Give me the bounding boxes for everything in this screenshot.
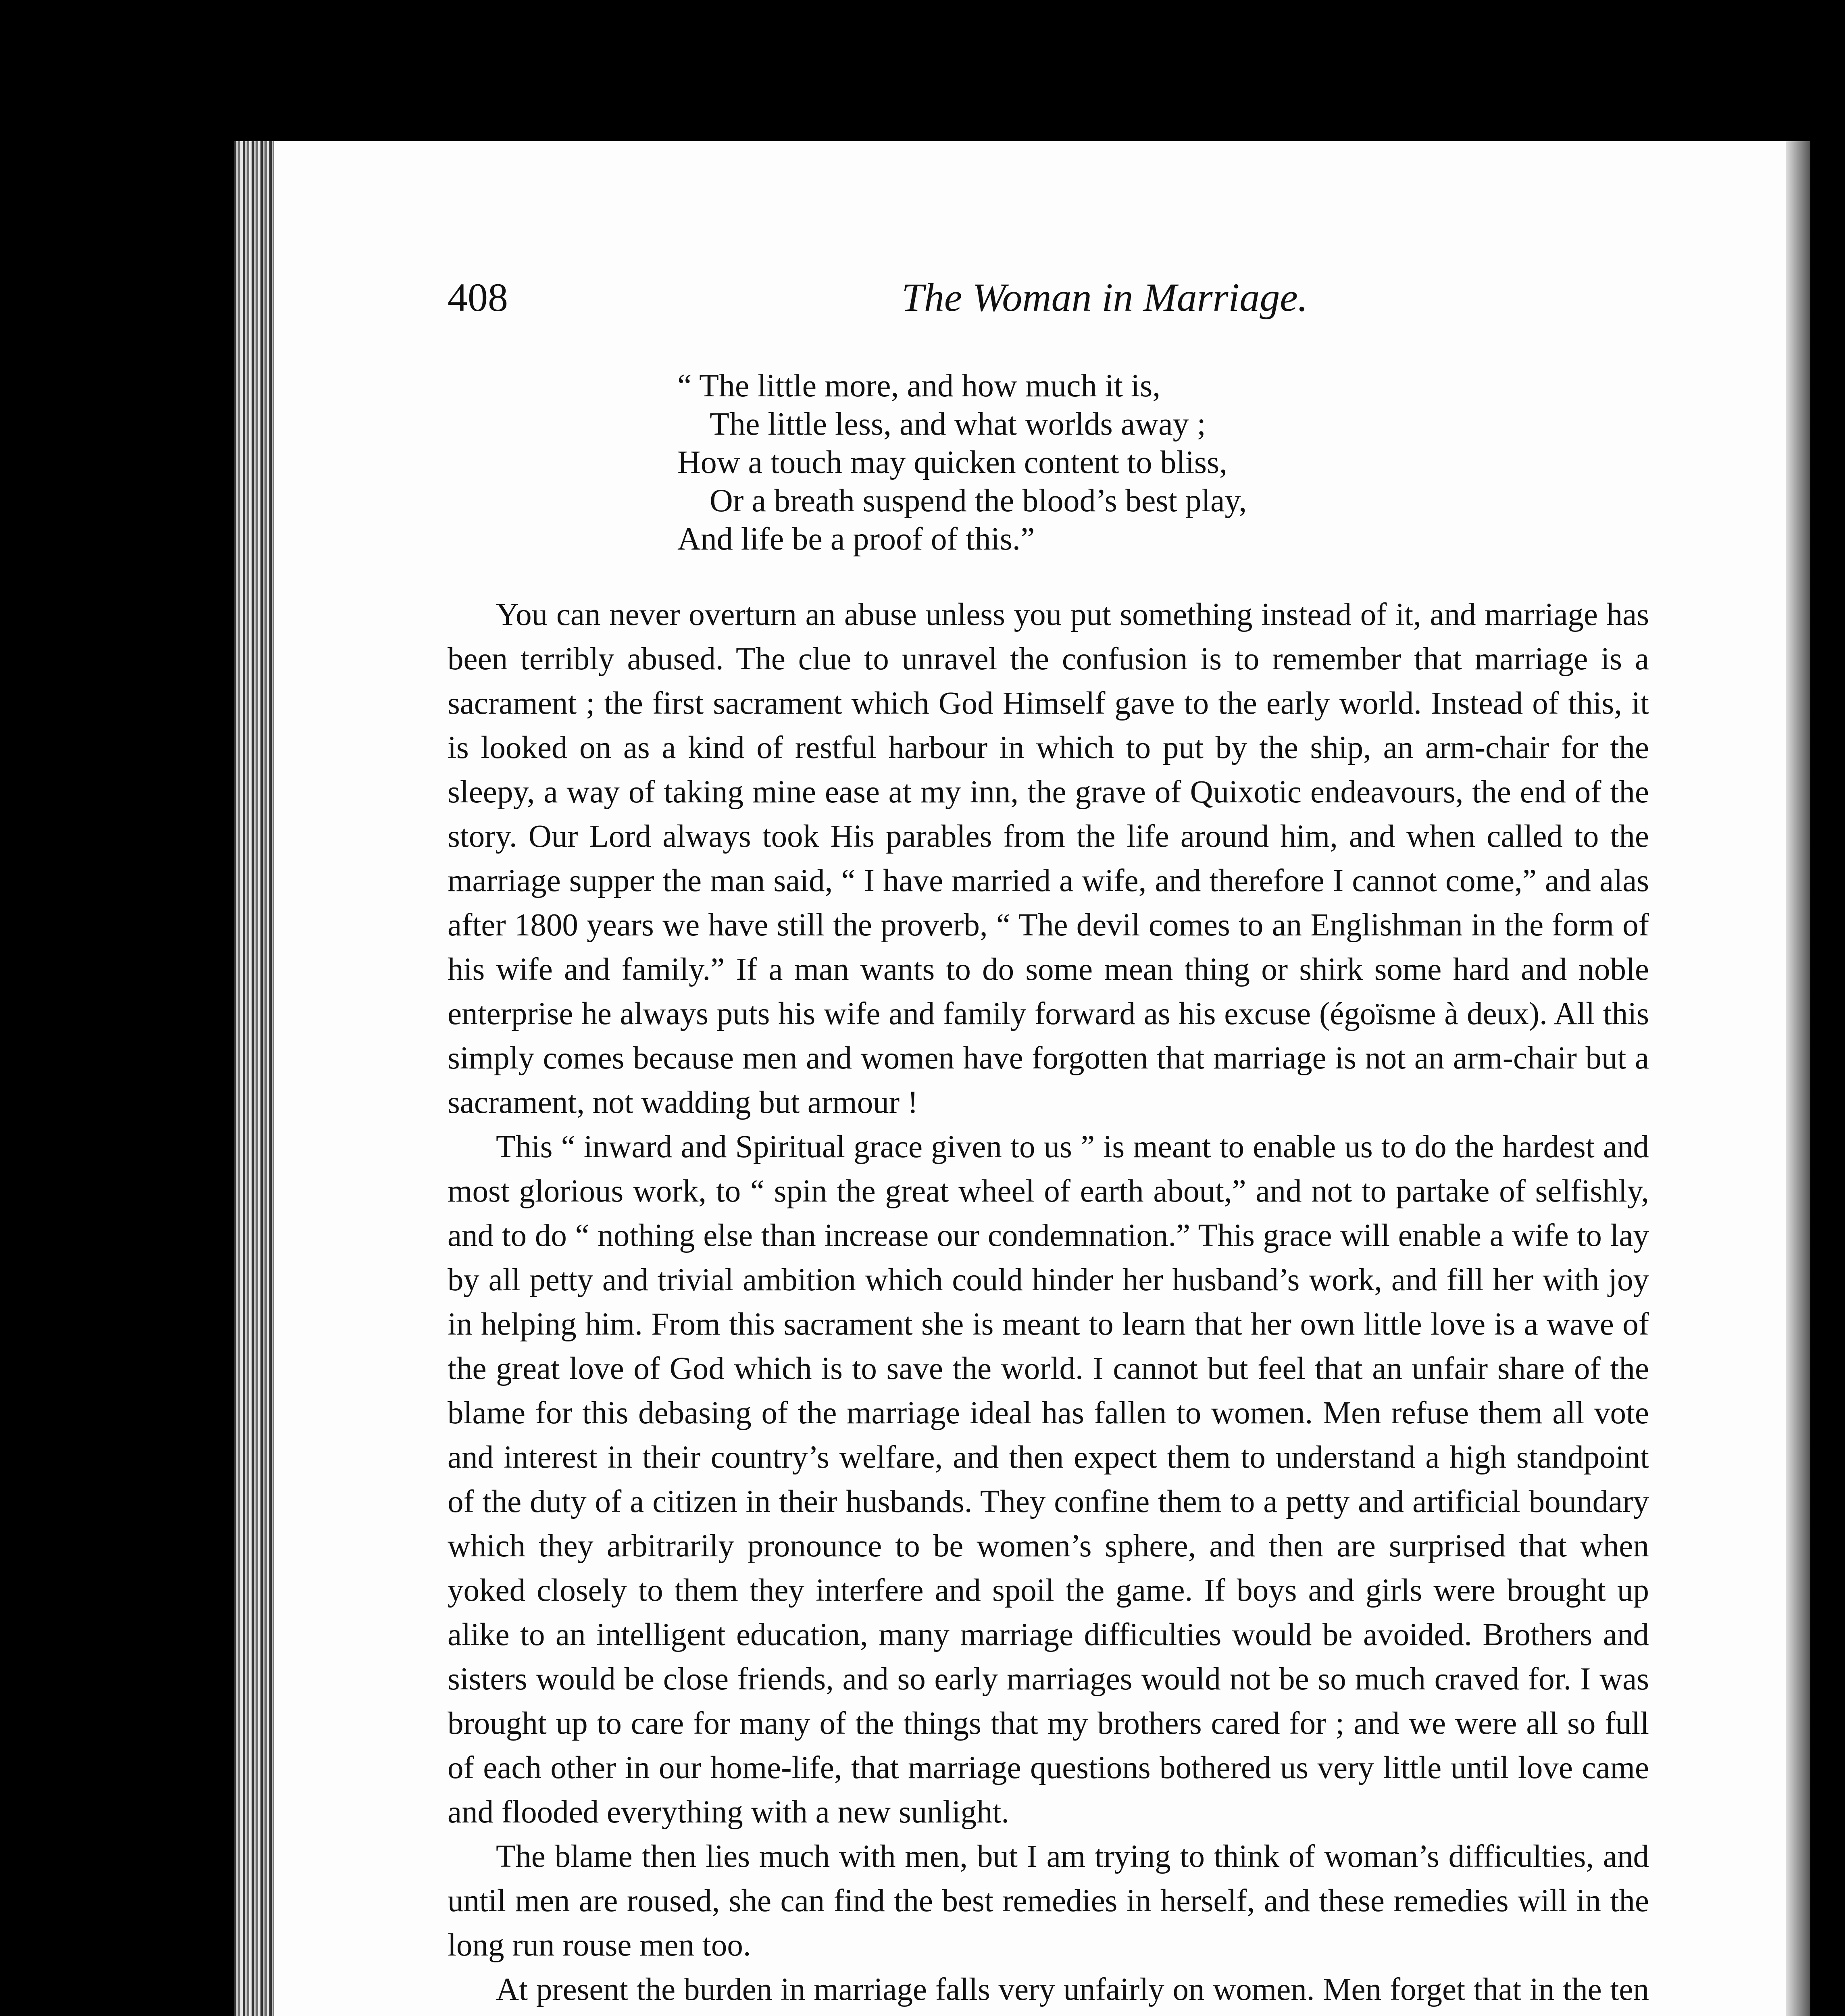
poem-line: The little less, and what worlds away ; [710, 406, 1206, 442]
page-binding-edge [234, 141, 274, 2016]
page-right-edge [1786, 141, 1810, 2016]
paragraph: This “ inward and Spiritual grace given to us ” is meant to enable us to do the hardest and most glorious work, to “ spin the great wheel of earth about,” and not to partake of selfishly, and to do “ nothing else than increase our condemnation.” This grace will enable a wife to lay by all petty and trivial ambition which could hinder her husband’s work, and fill her with joy in helping him. From this sacrament she is meant to learn that her own little love is a wave of the great love of God which is to save the world. I cannot but feel that an unfair share of the blame for this debasing of the marriage ideal has fallen to women. Men refuse them all vote and interest in their country’s welfare, and then expect them to understand a high standpoint of the duty of a citizen in their husbands. They confine them to a petty and artificial boundary which they arbitrarily pronounce to be women’s sphere, and then are surprised that when yoked closely to them they interfere and spoil the game. If boys and girls were brought up alike to an intelligent education, many marriage difficulties would be avoided. Brothers and sisters would be close friends, and so early marriages would not be so much craved for. I was brought up to care for many of the things that my brothers cared for ; and we were all so full of each other in our home-life, that marriage questions bothered us very little until love came and flooded everything with a new sunlight. [448, 1129, 1649, 1830]
running-title: The Woman in Marriage. [902, 275, 1308, 320]
page-number: 408 [448, 275, 508, 320]
paragraph: You can never overturn an abuse unless you put something instead of it, and marriage has been terribly abused. The clue to unravel the confusion is to remember that marriage is a sacrament ; the first sacrament which God Himself gave to the early world. Instead of this, it is looked on as a kind of restful harbour in which to put by the ship, an arm-chair for the sleepy, a way of taking mine ease at my inn, the grave of Quixotic endeavours, the end of the story. Our Lord always took His parables from the life around him, and when called to the marriage supper the man said, “ I have married a wife, and therefore I cannot come,” and alas after 1800 years we have still the proverb, “ The devil comes to an Englishman in the form of his wife and family.” If a man wants to do some mean thing or shirk some hard and noble enterprise he always puts his wife and family forward as his excuse (égoïsme à deux). All this simply comes because men and women have forgotten that marriage is not an arm-chair but a sacrament, not wadding but armour ! [448, 597, 1649, 1120]
paragraph: At present the burden in marriage falls very unfairly on women. Men forget that in the ten [496, 1972, 1649, 2007]
page-header [448, 274, 1762, 343]
poem-line: And life be a proof of this.” [677, 521, 1035, 557]
poem-line: Or a breath suspend the blood’s best play, [710, 483, 1247, 519]
poem-quotation [677, 367, 1524, 558]
book-page [234, 141, 1810, 2016]
poem-line: How a touch may quicken content to bliss, [677, 445, 1228, 480]
poem-line: “ The little more, and how much it is, [677, 368, 1161, 404]
paragraph: The blame then lies much with men, but I am trying to think of woman’s difficulties, and until men are roused, she can find the best remedies in herself, and these remedies will in the long run rouse men too. [448, 1839, 1649, 1963]
body-text [448, 593, 1649, 2016]
